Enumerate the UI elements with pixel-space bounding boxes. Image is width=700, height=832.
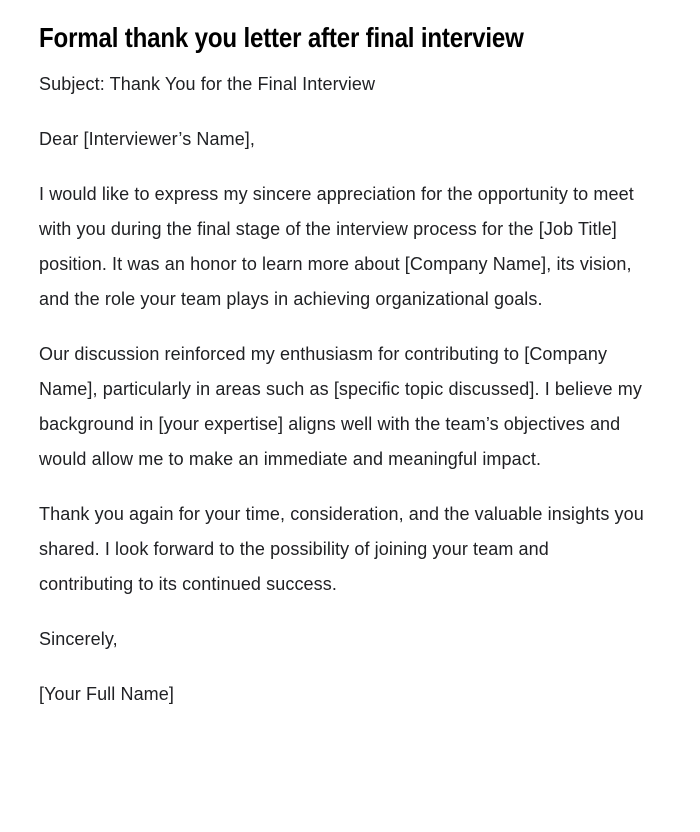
signature: [Your Full Name] <box>39 684 174 705</box>
closing: Sincerely, <box>39 629 118 650</box>
page-title: Formal thank you letter after final interview <box>39 22 524 53</box>
salutation: Dear [Interviewer’s Name], <box>39 129 256 150</box>
subject-line: Subject: Thank You for the Final Interview <box>39 74 376 95</box>
body-paragraph-3: Thank you again for your time, consideration, and the valuable insights you shared. I look forward to the possibility of joining your team and contributing to its continued success. <box>39 504 644 595</box>
body-paragraph-1: I would like to express my sincere appreciation for the opportunity to meet with you during the final stage of the interview process for the [Job Title] position. It was an honor to learn more about [Company Name], its vision, and the role your team plays in achieving organizational goals. <box>39 184 634 310</box>
body-paragraph-2: Our discussion reinforced my enthusiasm for contributing to [Company Name], particularly in areas such as [specific topic discussed]. I believe my background in [your expertise] aligns well with the team’s objectives and would allow me to make an immediate and meaningful impact. <box>39 344 642 470</box>
